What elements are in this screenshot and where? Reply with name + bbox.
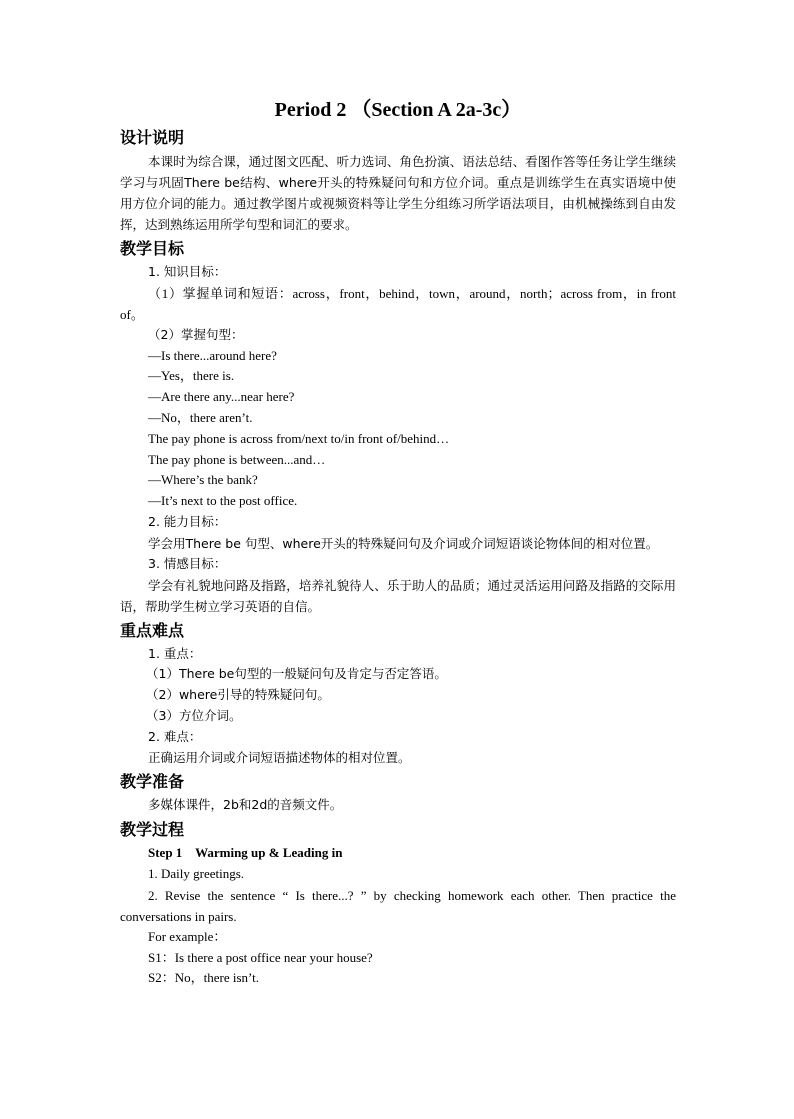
dialogue-line: S2：No，there isn’t. bbox=[148, 970, 259, 986]
dialogue-line: S1：Is there a post office near your house? bbox=[148, 949, 373, 965]
emotion-goal-label: 3. 情感目标： bbox=[148, 555, 227, 571]
difficulty-text: 正确运用介词或介词短语描述物体的相对位置。 bbox=[148, 749, 411, 765]
focus-item: （3）方位介词。 bbox=[146, 707, 242, 723]
section-heading-design: 设计说明 bbox=[120, 128, 185, 147]
process-line: 2. Revise the sentence “ Is there...? ” by checking homework each other. Then practice the conversations in pairs. bbox=[120, 887, 676, 924]
emotion-goal-text: 学会有礼貌地问路及指路，培养礼貌待人、乐于助人的品质；通过灵活运用问路及指路的交际用语，帮助学生树立学习英语的自信。 bbox=[120, 577, 676, 614]
section-heading-goals: 教学目标 bbox=[120, 239, 185, 258]
sentence-pattern: The pay phone is across from/next to/in front of/behind… bbox=[148, 430, 450, 446]
design-paragraph: 本课时为综合课，通过图文匹配、听力选词、角色扮演、语法总结、看图作答等任务让学生继续学习与巩固There be结构、where开头的特殊疑问句和方位介词。重点是训练学生在真实语境中使用方位介词的能力。通过教学图片或视频资料等让学生分组练习所学语法项目，由机械操练到自由发挥，达到熟练运用所学句型和词汇的要求。 bbox=[120, 154, 676, 232]
sentence-pattern: —No，there aren’t. bbox=[148, 409, 253, 425]
sentence-pattern: —It’s next to the post office. bbox=[148, 493, 298, 509]
words-phrases-line: （1）掌握单词和短语：across，front，behind，town，around，north；across from，in front of。 bbox=[120, 285, 676, 322]
sentence-pattern: —Where’s the bank? bbox=[148, 472, 258, 488]
focus-item: （1）There be句型的一般疑问句及肯定与否定答语。 bbox=[146, 666, 447, 682]
sentence-pattern: —Yes，there is. bbox=[148, 368, 235, 384]
knowledge-goal-label: 1. 知识目标： bbox=[148, 264, 227, 279]
preparation-text: 多媒体课件，2b和2d的音频文件。 bbox=[148, 797, 343, 813]
step-heading: Step 1 Warming up & Leading in bbox=[148, 845, 343, 861]
document-content bbox=[120, 96, 676, 989]
page-title: Period 2 （Section A 2a-3c） bbox=[274, 99, 522, 121]
process-line: 1. Daily greetings. bbox=[148, 865, 245, 881]
for-example-label: For example： bbox=[148, 928, 227, 944]
focus-item: （2）where引导的特殊疑问句。 bbox=[146, 687, 330, 703]
sentence-pattern: The pay phone is between...and… bbox=[148, 451, 326, 467]
ability-goal-label: 2. 能力目标： bbox=[148, 513, 227, 529]
section-heading-key-points: 重点难点 bbox=[120, 620, 185, 640]
section-heading-preparation: 教学准备 bbox=[120, 772, 185, 792]
section-heading-process: 教学过程 bbox=[120, 820, 185, 840]
sentence-pattern: —Is there...around here? bbox=[148, 347, 277, 363]
difficulty-label: 2. 难点： bbox=[148, 728, 202, 744]
sentence-pattern: —Are there any...near here? bbox=[148, 389, 295, 405]
focus-label: 1. 重点： bbox=[148, 645, 202, 661]
sentence-patterns-label: （2）掌握句型： bbox=[148, 326, 244, 342]
ability-goal-text: 学会用There be 句型、where开头的特殊疑问句及介词或介词短语谈论物体间的相对位置。 bbox=[148, 535, 659, 551]
